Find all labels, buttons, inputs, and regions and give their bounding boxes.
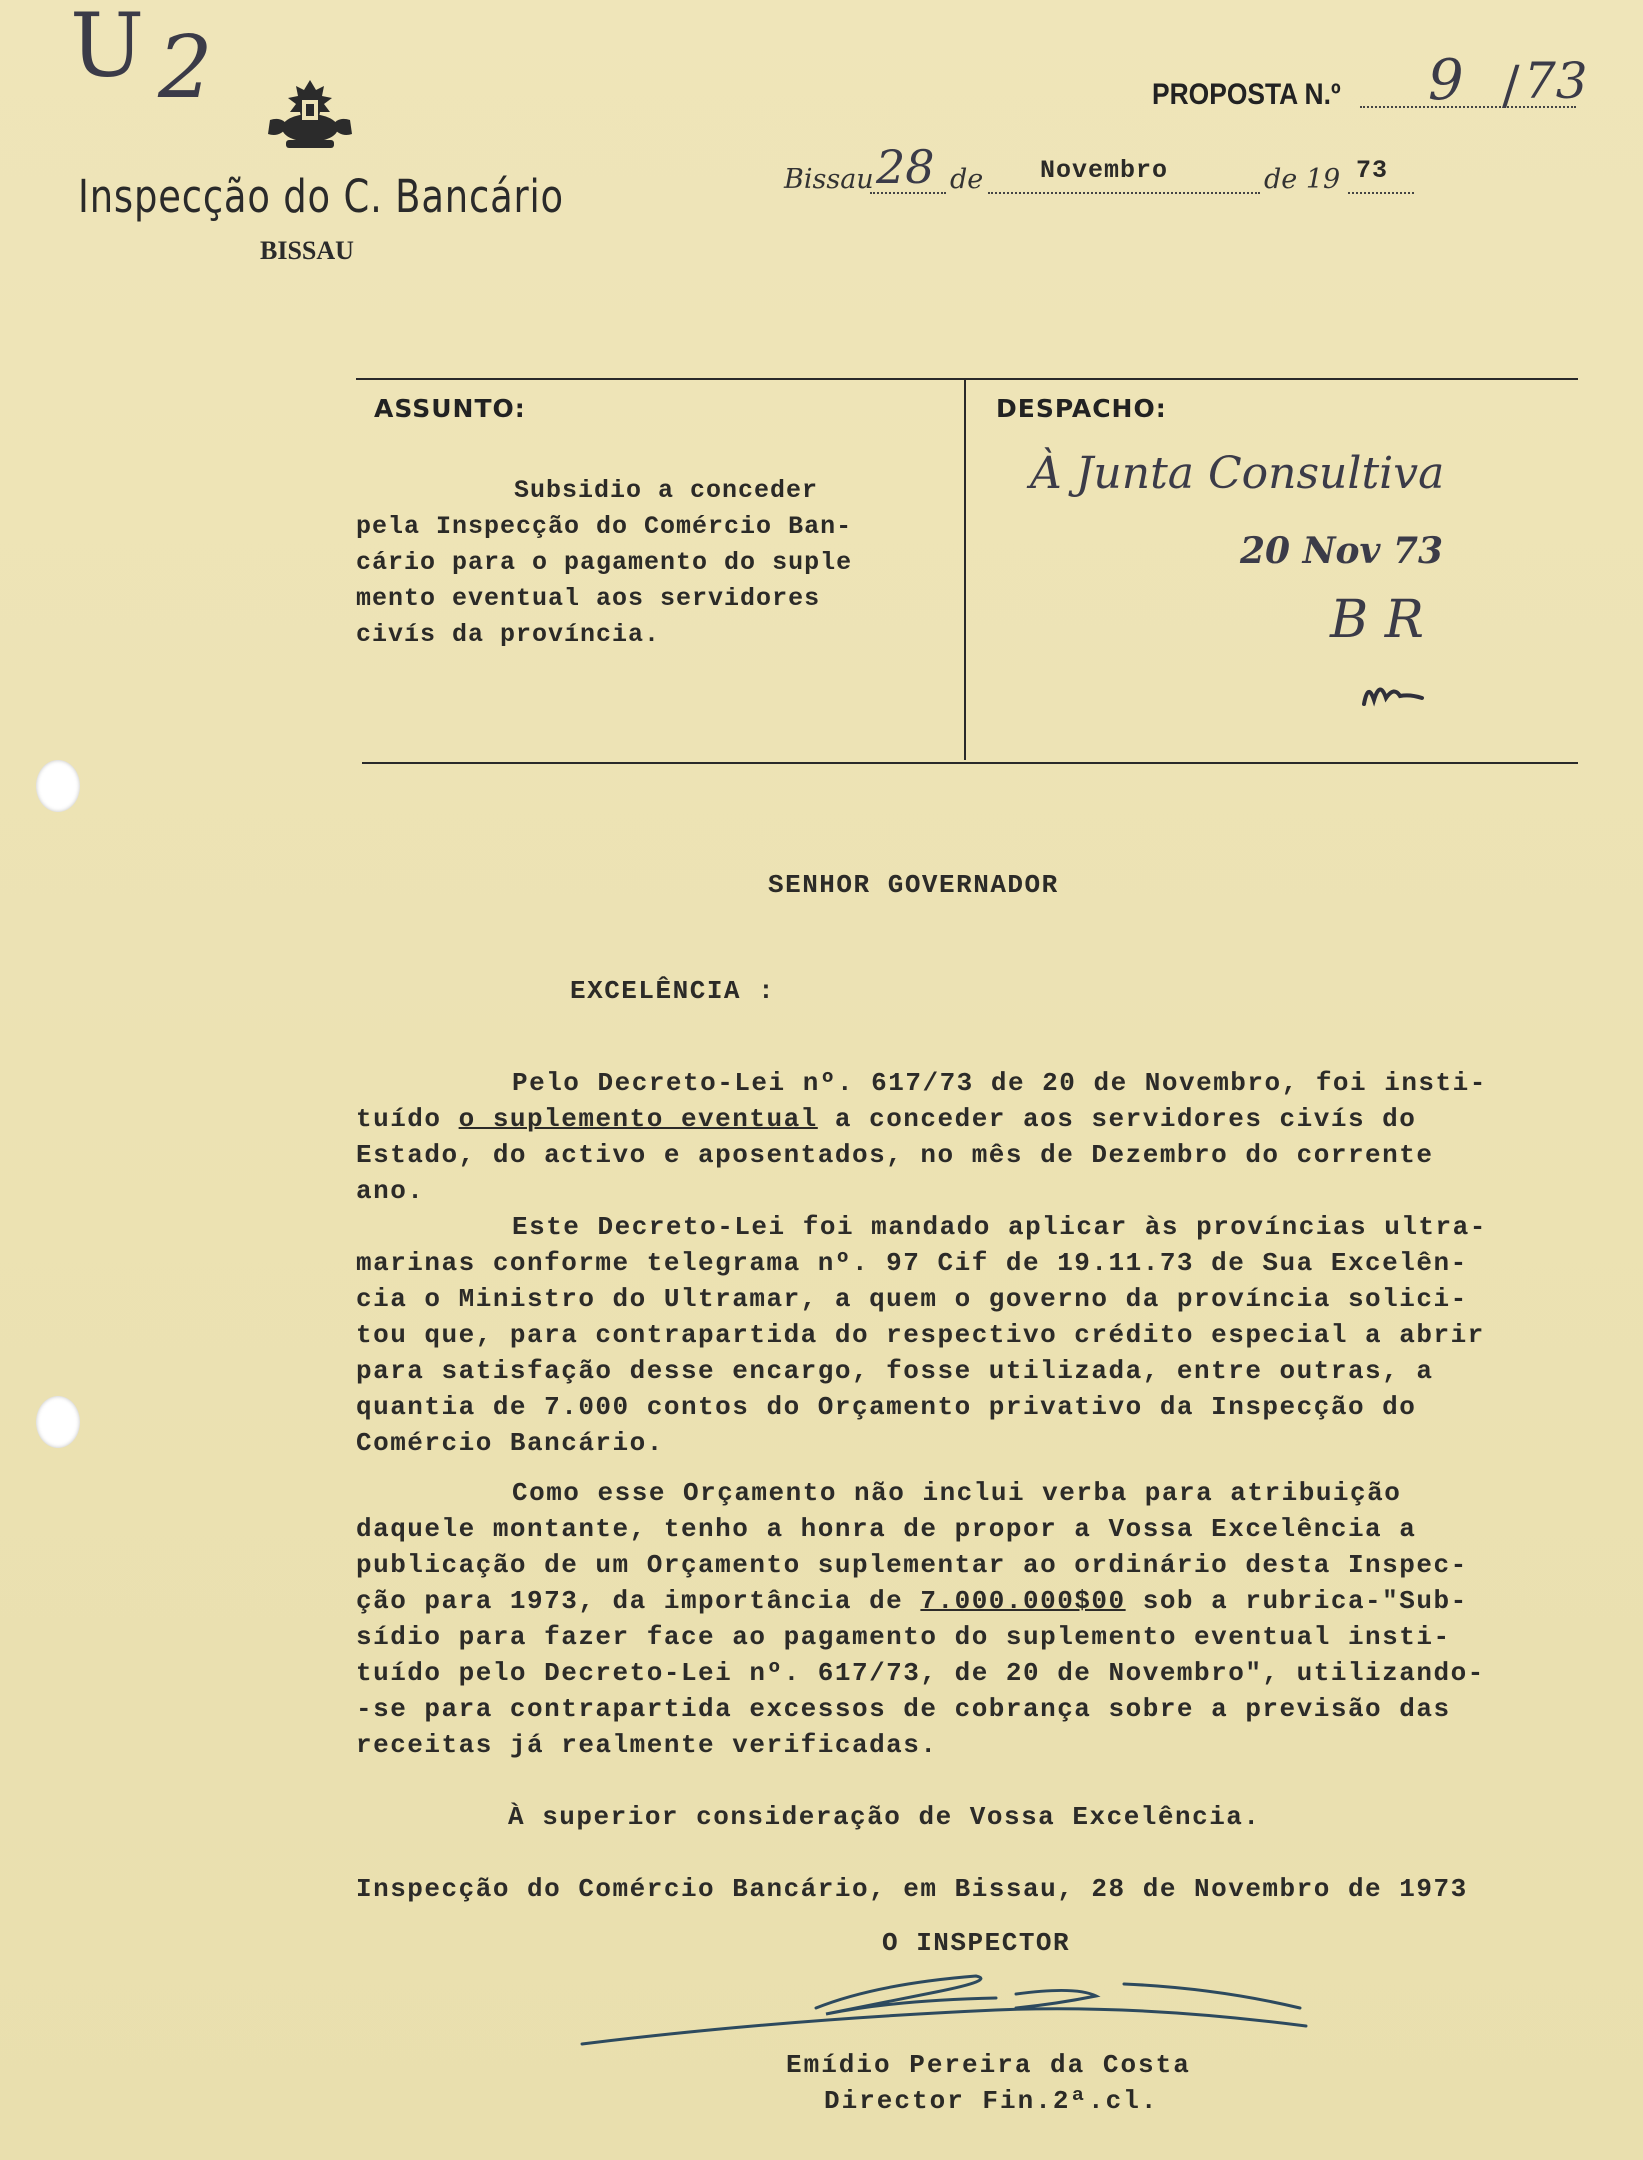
assunto-label: ASSUNTO: [374,394,526,423]
box-top-rule [356,378,1578,380]
underlined-amount: 7.000.000$00 [920,1586,1126,1616]
despacho-note-1: À Junta Consultiva [1030,448,1445,499]
margin-note-2: 2 [158,18,213,118]
p3-line-6: tuído pelo Decreto-Lei nº. 617/73, de 20 de Novembro", utilizando- [356,1658,1485,1688]
date-de-1: de [950,164,984,195]
p3-line-1: Como esse Orçamento não inclui verba para atribuição [512,1478,1402,1508]
proposal-year: 73 [1524,52,1588,110]
p3-line-3: publicação de um Orçamento suplementar ao ordinário desta Inspec- [356,1550,1468,1580]
proposal-slash: / [1502,56,1520,116]
p2-line-3: cia o Ministro do Ultramar, a quem o governo da província solici- [356,1284,1468,1314]
date-month: Novembro [1040,156,1169,185]
p3-line-4: ção para 1973, da importância de 7.000.000$00 sob a rubrica-"Sub- [356,1586,1468,1616]
p2-line-7: Comércio Bancário. [356,1428,664,1458]
salutation: EXCELÊNCIA : [570,976,776,1006]
p2-line-1: Este Decreto-Lei foi mandado aplicar às províncias ultra- [512,1212,1487,1242]
coat-of-arms-icon [262,76,358,156]
despacho-flourish [1360,672,1430,712]
closing-line: À superior consideração de Vossa Excelência. [508,1802,1261,1832]
date-place: Bissau [784,164,874,195]
underlined-phrase: o suplemento eventual [458,1104,818,1134]
signer-title: O INSPECTOR [882,1928,1071,1958]
date-year: 73 [1356,156,1389,185]
box-bottom-rule [362,762,1578,764]
place-date-line: Inspecção do Comércio Bancário, em Bissau, 28 de Novembro de 1973 [356,1874,1468,1904]
signer-role: Director Fin.2ª.cl. [824,2086,1159,2116]
margin-note-u: U [70,0,145,97]
date-month-line [988,192,1260,194]
signer-name: Emídio Pereira da Costa [786,2050,1191,2080]
p1-line-2: tuído o suplemento eventual a conceder aos servidores civís do [356,1104,1417,1134]
despacho-label: DESPACHO: [996,394,1167,423]
p1-line-1: Pelo Decreto-Lei nº. 617/73 de 20 de Novembro, foi insti- [512,1068,1487,1098]
institution-city: BISSAU [260,236,354,265]
p2-line-4: tou que, para contrapartida do respectivo crédito especial a abrir [356,1320,1485,1350]
date-year-line [1348,192,1414,194]
assunto-line-3: cário para o pagamento do suple [356,548,853,577]
addressee: SENHOR GOVERNADOR [768,870,1059,900]
signature [576,1964,1316,2054]
box-divider [964,380,966,760]
p1-line-4: ano. [356,1176,425,1206]
despacho-initials: B R [1330,590,1424,650]
assunto-line-1: Subsidio a conceder [514,476,819,505]
p3-line-7: -se para contrapartida excessos de cobrança sobre a previsão das [356,1694,1451,1724]
date-day: 28 [876,140,935,194]
date-day-line [870,192,946,194]
p3-line-2: daquele montante, tenho a honra de propor a Vossa Excelência a [356,1514,1417,1544]
punch-hole-bottom [36,1396,80,1448]
p2-line-6: quantia de 7.000 contos do Orçamento privativo da Inspecção do [356,1392,1417,1422]
despacho-note-2: 20 Nov 73 [1240,530,1444,572]
date-de-2: de 19 [1264,164,1341,195]
p2-line-5: para satisfação desse encargo, fosse utilizada, entre outras, a [356,1356,1434,1386]
assunto-line-5: civís da província. [356,620,661,649]
assunto-line-2: pela Inspecção do Comércio Ban- [356,512,853,541]
p1-line-3: Estado, do activo e aposentados, no mês de Dezembro do corrente [356,1140,1434,1170]
institution-name: Inspecção do C. Bancário [78,170,564,223]
p3-line-5: sídio para fazer face ao pagamento do suplemento eventual insti- [356,1622,1451,1652]
proposal-number: 9 [1428,48,1464,113]
punch-hole-top [36,760,80,812]
p2-line-2: marinas conforme telegrama nº. 97 Cif de 19.11.73 de Sua Excelên- [356,1248,1468,1278]
p3-line-8: receitas já realmente verificadas. [356,1730,938,1760]
proposal-label: PROPOSTA N.º [1152,78,1341,111]
assunto-line-4: mento eventual aos servidores [356,584,821,613]
